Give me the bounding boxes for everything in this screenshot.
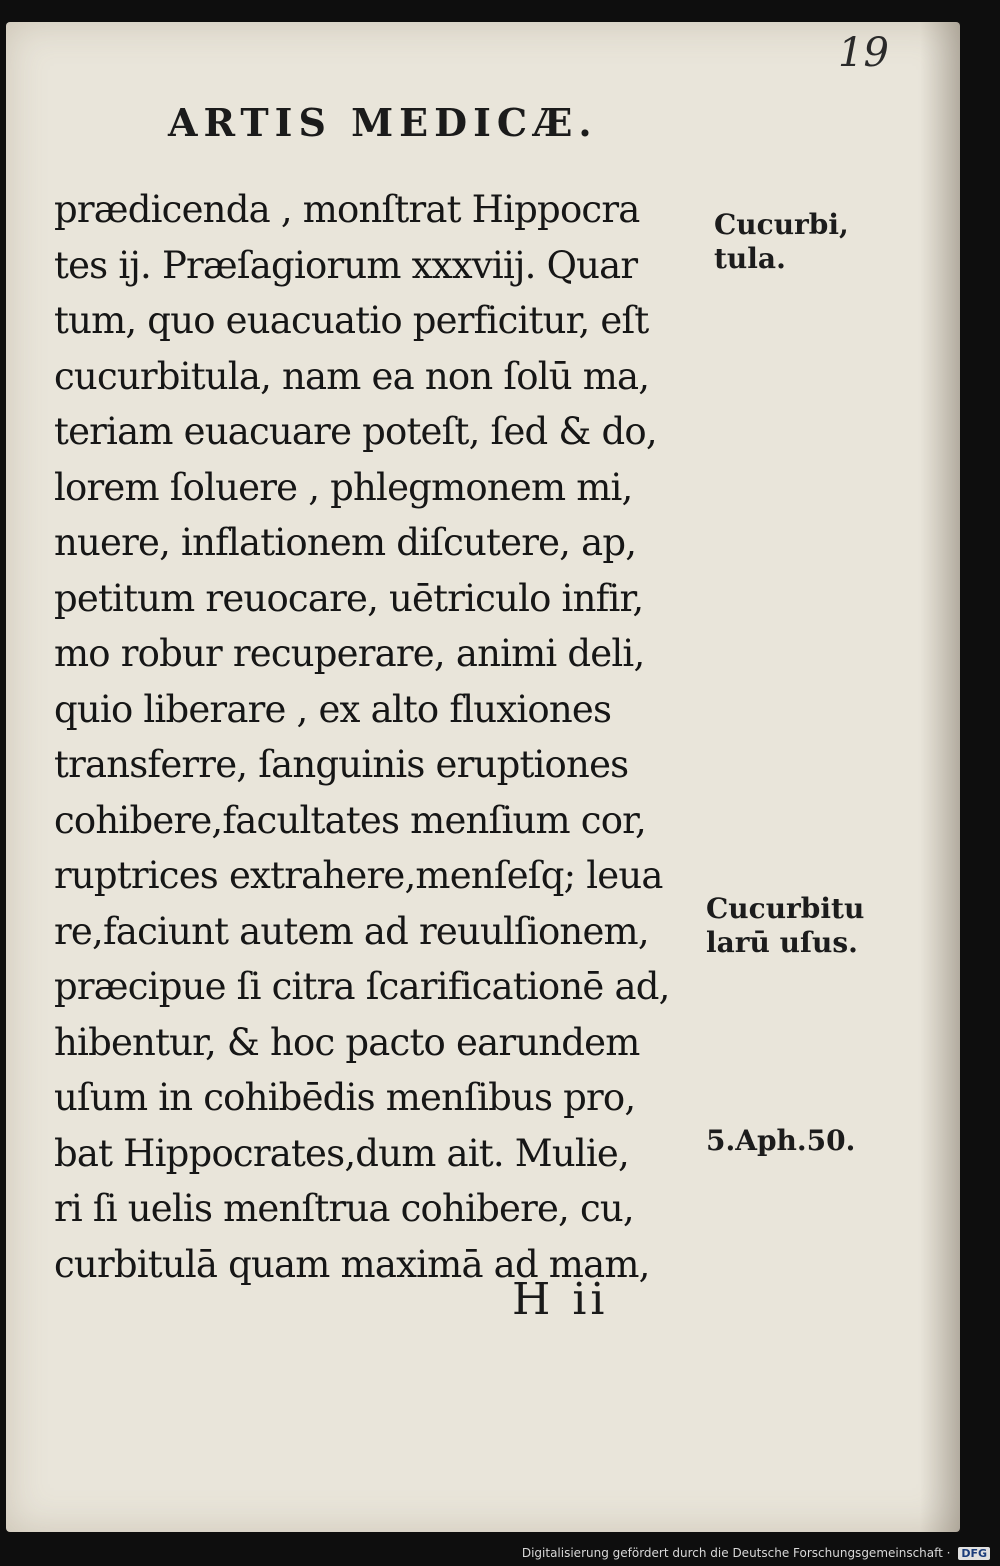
text-line: cohibere,facultates menſium cor, [54, 798, 646, 842]
text-line: tum, quo euacuatio perficitur, eſt [54, 299, 649, 342]
running-head: ARTIS MEDICÆ. [168, 100, 598, 145]
text-line: bat Hippocrates,dum ait. Mulie, [54, 1131, 629, 1175]
margin-note-line: Cucurbitu [706, 892, 865, 925]
folio-number: 19 [838, 30, 889, 76]
credit-text: Digitalisierung gefördert durch die Deutsche Forschungsgemeinschaft · [521, 1546, 951, 1560]
text-line: lorem ſoluere , phlegmonem mi, [54, 465, 633, 509]
text-line: tes ij. Præſagiorum xxxviij. Quar [54, 243, 638, 287]
margin-note [706, 892, 864, 960]
text-line: ruptrices extrahere,menſeſq; leua [54, 854, 663, 897]
margin-note-line: larū uſus. [706, 926, 858, 959]
margin-note-line: Cucurbi, [714, 208, 849, 241]
text-line: nuere, inflationem diſcutere, ap, [54, 521, 637, 564]
text-line: mo robur recuperare, animi deli, [54, 632, 645, 675]
text-line: cucurbitula, nam ea non ſolū ma, [54, 354, 650, 398]
text-line: hibentur, & hoc pacto earundem [54, 1020, 640, 1064]
body-text [54, 182, 704, 1292]
text-line: ri ſi uelis menſtrua cohibere, cu, [54, 1187, 634, 1230]
page-edge-shadow [920, 22, 960, 1532]
text-line: quio liberare , ex alto fluxiones [54, 687, 612, 731]
margin-note-line: 5.Aph.50. [706, 1124, 856, 1157]
text-line: re,faciunt autem ad reuulſionem, [54, 909, 649, 953]
dfg-logo: DFG [958, 1547, 990, 1560]
text-line: petitum reuocare, uētriculo infir, [54, 576, 644, 620]
text-line: curbitulā quam maximā ad mam, [54, 1242, 650, 1286]
text-line: teriam euacuare poteſt, ſed & do, [54, 410, 657, 453]
signature-mark: H ii [512, 1274, 609, 1325]
margin-note [706, 1124, 855, 1158]
text-line: uſum in cohibēdis menſibus pro, [54, 1076, 636, 1119]
margin-note-line: tula. [714, 242, 786, 275]
digitization-credit [522, 1546, 990, 1560]
text-line: prædicenda , monſtrat Hippocra [54, 188, 640, 231]
margin-note [714, 208, 849, 276]
text-line: præcipue ſi citra ſcarificationē ad, [54, 965, 670, 1008]
text-line: transferre, ſanguinis eruptiones [54, 743, 629, 786]
